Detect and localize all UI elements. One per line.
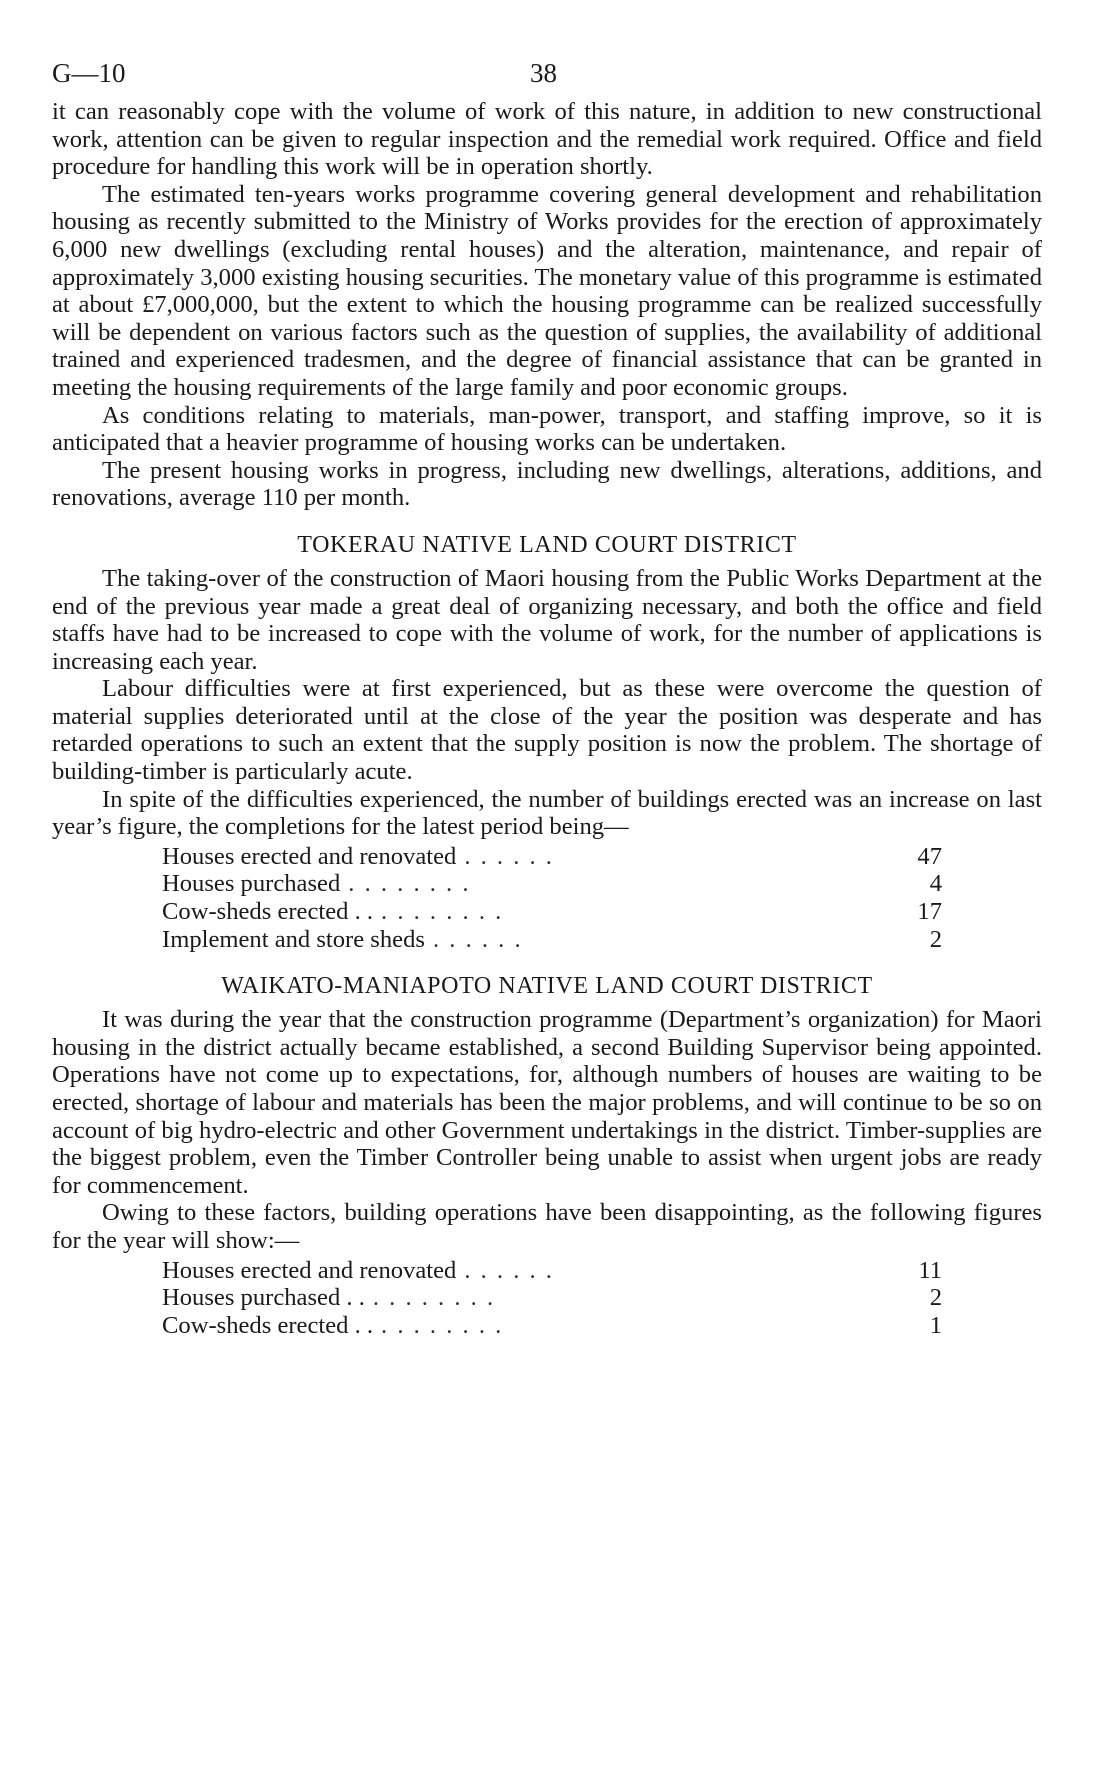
paragraph: Labour difficulties were at first experienced, but as these were overcome the question of material supplies deteriorated until at the close of the year the position was desperate and has retarded operations to such an extent that the supply position is now the problem. The shortage of building-timber is particularly acute. xyxy=(52,675,1042,786)
report-reference: G—10 xyxy=(52,58,126,88)
intro-text xyxy=(52,98,1042,512)
leader-dots: . . . . . . . . xyxy=(372,1284,496,1312)
figure-row xyxy=(162,1312,942,1340)
figure-row xyxy=(162,1284,942,1312)
figure-row xyxy=(162,843,942,871)
leader-dots: . . . . . . . . xyxy=(381,1311,504,1339)
figure-label: Houses purchased . . xyxy=(162,1284,365,1312)
figure-value: 2 xyxy=(929,1284,942,1312)
paragraph: The estimated ten-years works programme covering general development and rehabilitation housing as recently submitted to the Ministry of Works provides for the erection of approximately 6,000 new dwellings (excluding rental houses) and the alteration, maintenance, and repair of approximately 3,000 existing housing securities. The monetary value of this programme is estimated at about £7,000,000, but the extent to which the housing programme can be realized successfully will be dependent on various factors such as the question of supplies, the availability of additional trained and experienced tradesmen, and the degree of financial assistance that can be granted in meeting the housing requirements of the large family and poor economic groups. xyxy=(52,180,1042,401)
figure-label: Cow-sheds erected . . xyxy=(162,898,374,926)
leader-dots: . . . . . . xyxy=(464,1256,554,1284)
leader-dots: . . . . . . xyxy=(432,925,523,953)
figure-value: 2 xyxy=(929,925,942,953)
waikato-text xyxy=(52,1006,1042,1254)
section-heading-tokerau: TOKERAU NATIVE LAND COURT DISTRICT xyxy=(297,531,797,558)
figure-row xyxy=(162,870,942,898)
figure-row xyxy=(162,898,942,926)
figure-label: Cow-sheds erected . . xyxy=(162,1311,374,1339)
figure-row xyxy=(162,926,942,954)
figure-label: Houses purchased xyxy=(162,870,341,898)
figure-label: Implement and store sheds xyxy=(162,925,425,953)
figure-label: Houses erected and renovated xyxy=(162,1256,457,1284)
waikato-figures xyxy=(162,1257,942,1340)
leader-dots: . . . . . . . . xyxy=(348,870,471,898)
paragraph: Owing to these factors, building operations have been disappointing, as the following figures for the year will show:— xyxy=(52,1199,1042,1254)
page-header xyxy=(52,58,1042,98)
figure-row xyxy=(162,1257,942,1285)
page-number: 38 xyxy=(530,58,557,88)
figure-value: 11 xyxy=(918,1256,942,1284)
section-heading-waikato: WAIKATO-MANIAPOTO NATIVE LAND COURT DISTRICT xyxy=(221,973,873,1000)
tokerau-figures xyxy=(162,843,942,953)
paragraph: In spite of the difficulties experienced, the number of buildings erected was an increase on last year’s figure, the completions for the latest period being— xyxy=(52,785,1042,841)
leader-dots: . . . . . . . . xyxy=(381,898,504,926)
figure-value: 1 xyxy=(929,1311,942,1339)
paragraph: It was during the year that the construction programme (Department’s organization) for Maori housing in the district actually became established, a second Building Supervisor being appointed. Operations have not come up to expectations, for, although numbers of houses are waiting to be erected, shortage of labour and materials has been the major problems, and will continue to be so on account of big hydro-electric and other Government undertakings in the district. Timber-supplies are the biggest problem, even the Timber Controller being unable to assist when urgent jobs are ready for commencement. xyxy=(52,1006,1042,1199)
figure-value: 47 xyxy=(917,842,942,870)
figure-value: 17 xyxy=(917,898,942,926)
figure-value: 4 xyxy=(929,870,942,898)
tokerau-text xyxy=(52,565,1042,841)
leader-dots: . . . . . . xyxy=(464,842,554,870)
paragraph: it can reasonably cope with the volume of work of this nature, in addition to new constructional work, attention can be given to regular inspection and the remedial work required. Office and field procedure for handling this work will be in operation shortly. xyxy=(52,98,1042,181)
paragraph: The present housing works in progress, including new dwellings, alterations, additions, and renovations, average 110 per month. xyxy=(52,456,1042,512)
paragraph: The taking-over of the construction of Maori housing from the Public Works Department at the end of the previous year made a great deal of organizing necessary, and both the office and field staffs have had to be increased to cope with the volume of work, for the number of applications is increasing each year. xyxy=(52,564,1042,675)
paragraph: As conditions relating to materials, man-power, transport, and staffing improve, so it is anticipated that a heavier programme of housing works can be undertaken. xyxy=(52,401,1042,457)
figure-label: Houses erected and renovated xyxy=(162,842,457,870)
